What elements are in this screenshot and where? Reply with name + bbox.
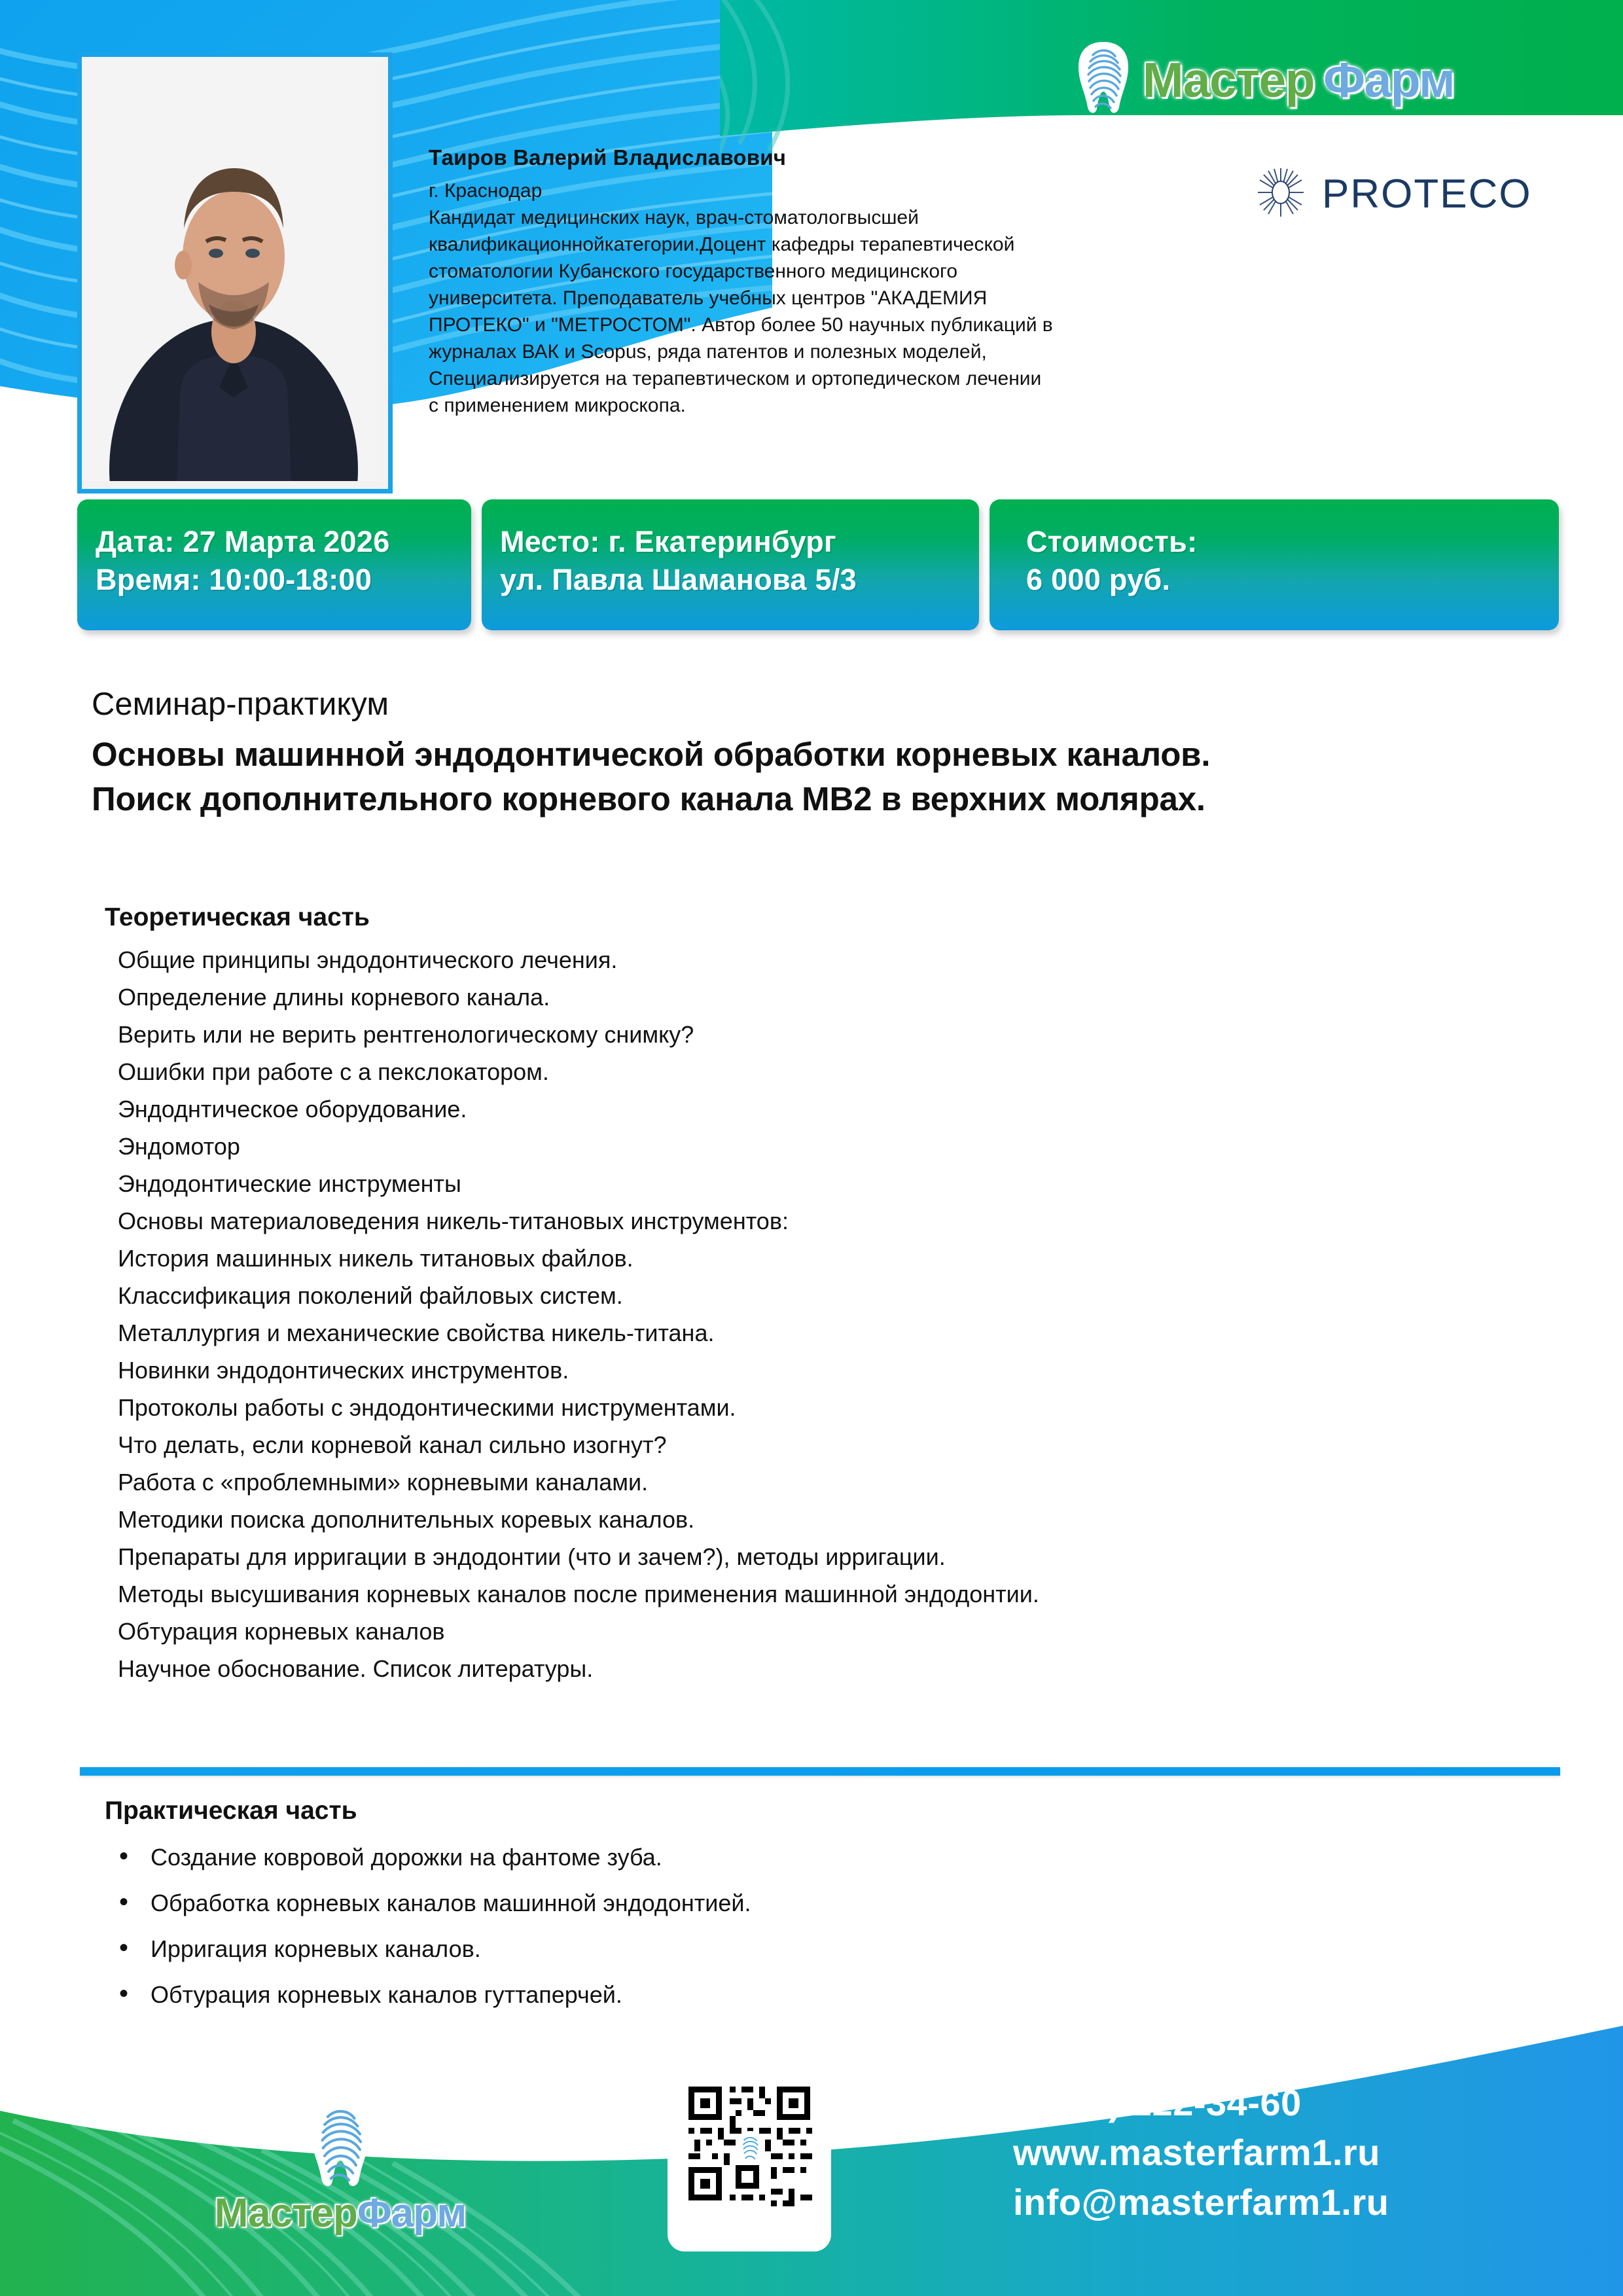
list-item: Основы материаловедения никель-титановых инструментов: (118, 1208, 789, 1234)
list-item: • Обтурация корневых каналов гуттаперчей. (105, 1972, 1564, 2018)
list-item: Методики поиска дополнительных коревых каналов. (118, 1506, 695, 1533)
masterfarm-logo-header (1073, 39, 1454, 120)
info-box-price (990, 499, 1559, 630)
logo-word-farm: Фарм (1323, 52, 1455, 107)
list-item: История машинных никель титановых файлов. (118, 1245, 633, 1272)
logo-word-farm: Фарм (357, 2191, 467, 2236)
event-date: Дата: 27 Марта 2026 (96, 525, 390, 558)
list-item: Ошибки при работе с а пекслокатором. (118, 1058, 549, 1085)
list-item: Эндоднтическое оборудование. (118, 1096, 467, 1122)
list-item: • Обработка корневых каналов машинной эндодонтией. (105, 1880, 1564, 1926)
logo-word-master: Мастер (1143, 52, 1315, 107)
seminar-kicker: Семинар-практикум (92, 687, 389, 722)
seminar-title-block (92, 686, 1558, 821)
theory-list (105, 941, 1564, 1687)
contact-phone[interactable]: 8(800) 222-34-60 (1013, 2082, 1302, 2123)
price-value: 6 000 руб. (1026, 563, 1171, 596)
list-item: Что делать, если корневой канал сильно изогнут? (118, 1431, 667, 1458)
list-item: • Создание ковровой дорожки на фантоме зуба. (105, 1835, 1564, 1880)
practice-heading: Практическая часть (105, 1797, 357, 1825)
list-item: Методы высушивания корневых каналов после применения машинной эндодонтии. (118, 1581, 1039, 1607)
contact-website[interactable]: www.masterfarm1.ru (1013, 2132, 1380, 2173)
section-divider (80, 1767, 1560, 1776)
list-item: Металлургия и механические свойства никель-титана. (118, 1319, 715, 1346)
speaker-info (429, 145, 1234, 419)
info-box-date (77, 499, 471, 630)
list-item: Препараты для ирригации в эндодонтии (что и зачем?), методы ирригации. (118, 1543, 946, 1570)
proteco-burst-icon (1257, 167, 1305, 221)
practice-section (105, 1797, 1564, 2018)
speaker-photo (77, 52, 393, 493)
speaker-bio-line: с применением микроскопа. (429, 395, 686, 416)
list-item: Верить или не верить рентгенологическому снимку? (118, 1021, 694, 1048)
speaker-bio-line: Кандидат медицинских наук, врач-стоматологвысшей (429, 207, 919, 228)
list-item: Работа с «проблемными» корневыми каналами. (118, 1469, 649, 1496)
speaker-bio-line: журналах ВАК и Scopus, ряда патентов и полезных моделей, (429, 341, 987, 363)
practice-list (105, 1835, 1564, 2018)
speaker-bio-line: квалификационнойкатегории.Доцент кафедры терапевтической (429, 234, 1015, 255)
masterfarm-logo-footer (190, 2098, 491, 2236)
theory-heading: Теоретическая часть (105, 903, 370, 931)
seminar-title-line1: Основы машинной эндодонтической обработки корневых каналов. (92, 736, 1211, 773)
logo-word-master: Мастер (214, 2191, 357, 2236)
proteco-logo (1257, 167, 1532, 221)
speaker-bio-line: университета. Преподаватель учебных центров "АКАДЕМИЯ (429, 287, 988, 309)
qr-code[interactable] (668, 2036, 831, 2251)
list-item: • Ирригация корневых каналов. (105, 1926, 1564, 1972)
list-item: Эндомотор (118, 1133, 240, 1160)
speaker-city: г. Краснодар (429, 180, 543, 202)
proteco-wordmark: PROTECO (1322, 171, 1532, 217)
seminar-title-line2: Поиск дополнительного корневого канала MB2 в верхних молярах. (92, 780, 1205, 817)
event-city: Место: г. Екатеринбург (500, 525, 837, 558)
tooth-fingerprint-icon (190, 2098, 491, 2194)
list-item: Научное обоснование. Список литературы. (118, 1655, 594, 1682)
price-label: Стоимость: (1026, 525, 1198, 558)
speaker-bio-line: ПРОТЕКО" и "МЕТРОСТОМ". Автор более 50 научных публикаций в (429, 314, 1053, 336)
speaker-name: Таиров Валерий Владиславович (429, 145, 787, 170)
info-box-place (482, 499, 979, 630)
list-item: Классификация поколений файловых систем. (118, 1282, 623, 1309)
tooth-fingerprint-icon (1073, 39, 1133, 120)
speaker-bio-line: Специализируется на терапевтическом и ортопедическом лечении (429, 368, 1042, 389)
event-info-bar (77, 499, 1559, 630)
list-item: Протоколы работы с эндодонтическими ниструментами. (118, 1394, 736, 1421)
list-item: Новинки эндодонтических инструментов. (118, 1357, 569, 1384)
list-item: Эндодонтические инструменты (118, 1170, 461, 1197)
event-address: ул. Павла Шаманова 5/3 (500, 563, 857, 596)
event-time: Время: 10:00-18:00 (96, 563, 372, 596)
footer-contacts (1013, 2078, 1389, 2227)
list-item: Обтурация корневых каналов (118, 1618, 445, 1645)
list-item: Определение длины корневого канала. (118, 984, 550, 1011)
contact-email[interactable]: info@masterfarm1.ru (1013, 2181, 1389, 2223)
list-item: Общие принципы эндодонтического лечения. (118, 946, 618, 973)
speaker-bio-line: стоматологии Кубанского государственного медицинского (429, 260, 958, 282)
theory-section (105, 903, 1564, 1687)
